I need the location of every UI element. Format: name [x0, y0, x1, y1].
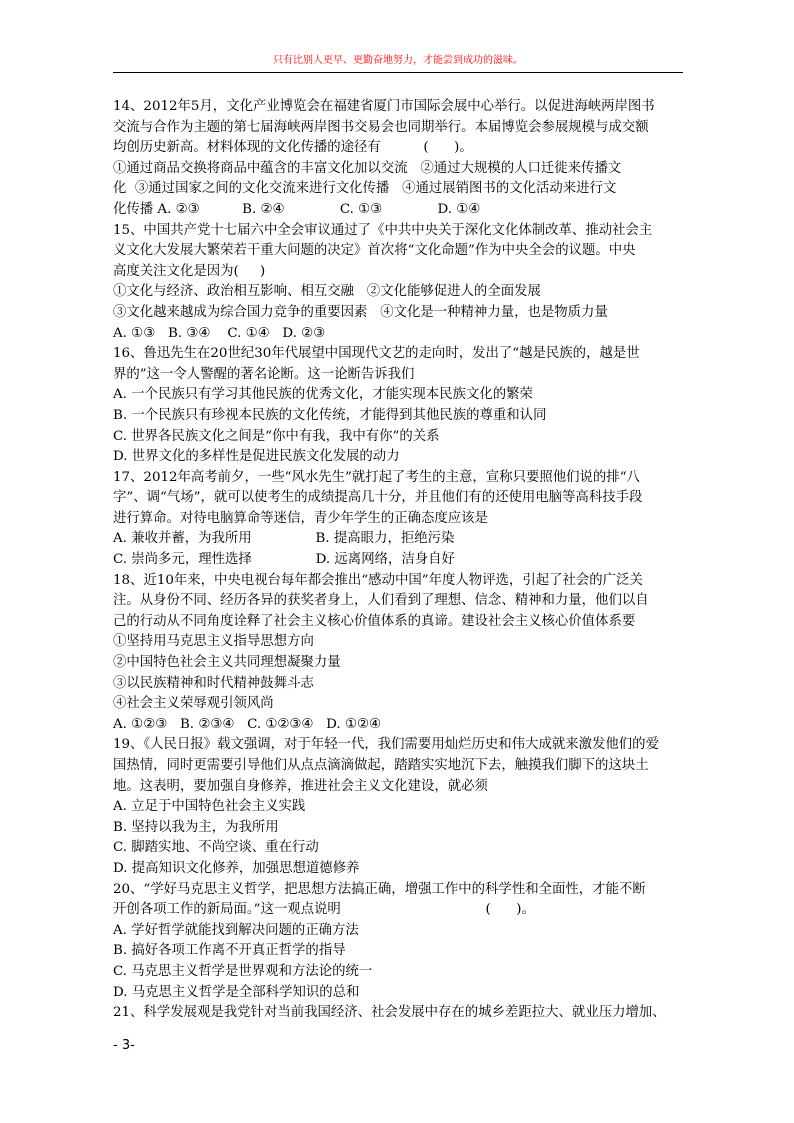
text-line: 化传播 A. ②③ B. ②④ C. ①③ D. ①④	[113, 201, 481, 217]
text-line: 国热情，同时更需要引导他们从点点滴滴做起，踏踏实实地沉下去，触摸我们脚下的这块土	[113, 758, 649, 773]
text-line: 进行算命。对待电脑算命等迷信，青少年学生的正确态度应该是	[113, 510, 488, 526]
text-line: B. 坚持以我为主，为我所用	[113, 819, 279, 835]
text-line: C. 脚踏实地、不尚空谈、重在行动	[113, 840, 319, 856]
text-line: 高度关注文化是因为( )	[113, 263, 266, 279]
text-line: 己的行动从不同角度诠释了社会主义核心价值体系的真谛。建设社会主义核心价值体系要	[113, 613, 636, 629]
text-line: A. 兼收并蓄，为我所用 B. 提高眼力，拒绝污染	[113, 531, 455, 547]
text-line: B. 搞好各项工作离不开真正哲学的指导	[113, 943, 346, 959]
text-line: ①文化与经济、政治相互影响、相互交融 ②文化能够促进人的全面发展	[113, 284, 541, 300]
text-line: D. 世界文化的多样性是促进民族文化发展的动力	[113, 449, 400, 465]
text-line: ③以民族精神和时代精神鼓舞斗志	[113, 675, 314, 691]
text-line: 开创各项工作的新局面。”这一观点说明 ( )。	[113, 902, 535, 918]
text-line: C. 崇尚多元，理性选择 D. 远离网络，洁身自好	[113, 552, 455, 568]
text-line: 20、“学好马克思主义哲学，把思想方法搞正确，增强工作中的科学性和全面性，才能不断	[113, 881, 646, 897]
text-line: 字”、调“气场”，就可以使考生的成绩提高几十分，并且他们有的还使用电脑等高科技手段	[113, 490, 643, 506]
text-line: 界的”这一令人警醒的著名论断。这一论断告诉我们	[113, 366, 415, 382]
text-line: 15、中国共产党十七届六中全会审议通过了《中共中央关于深化文化体制改革、推动社会主	[113, 222, 653, 238]
text-line: 均创历史新高。材料体现的文化传播的途径有 ( )。	[113, 140, 473, 156]
text-line: 18、近10年来，中央电视台每年都会推出“感动中国”年度人物评选，引起了社会的广泛关	[113, 572, 643, 588]
text-line: ④社会主义荣辱观引领风尚	[113, 696, 274, 712]
header-divider	[113, 72, 683, 73]
text-line: A. ①②③ B. ②③④ C. ①②③④ D. ①②④	[113, 716, 381, 732]
text-line: 义文化大发展大繁荣若干重大问题的决定》首次将“文化命题”作为中央全会的议题。中央	[113, 243, 636, 259]
page-number: - 3-	[113, 1038, 135, 1053]
text-line: C. 世界各民族文化之间是“你中有我，我中有你”的关系	[113, 428, 440, 444]
text-line: D. 提高知识文化修养，加强思想道德修养	[113, 860, 360, 876]
text-line: ③文化越来越成为综合国力竞争的重要因素 ④文化是一种精神力量，也是物质力量	[113, 304, 608, 320]
page-header-motto: 只有比别人更早、更勤奋地努力，才能尝到成功的滋味。	[273, 55, 523, 66]
text-line: ①坚持用马克思主义指导思想方向	[113, 634, 314, 650]
text-line: A. ①③ B. ③④ C. ①④ D. ②③	[113, 325, 326, 341]
text-line: 化 ③通过国家之间的文化交流来进行文化传播 ④通过展销图书的文化活动来进行文	[113, 181, 617, 197]
text-line: ①通过商品交换将商品中蕴含的丰富文化加以交流 ②通过大规模的人口迁徙来传播文	[113, 160, 622, 176]
text-line: ②中国特色社会主义共同理想凝聚力量	[113, 655, 341, 671]
text-line: 14、2012年5月，文化产业博览会在福建省厦门市国际会展中心举行。以促进海峡两岸图书	[113, 99, 655, 114]
text-line: 交流与合作为主题的第七届海峡两岸图书交易会也同期举行。本届博览会参展规模与成交额	[113, 119, 649, 135]
text-line: 17、2012年高考前夕，一些“风水先生”就打起了考生的主意，宣称只要照他们说的排“八	[113, 469, 640, 485]
text-line: C. 马克思主义哲学是世界观和方法论的统一	[113, 963, 373, 979]
text-line: B. 一个民族只有珍视本民族的文化传统，才能得到其他民族的尊重和认同	[113, 407, 547, 423]
question-body	[113, 97, 685, 1024]
text-line: 21、科学发展观是我党针对当前我国经济、社会发展中存在的城乡差距拉大、就业压力增加、	[113, 1005, 666, 1021]
text-line: 19、《人民日报》载文强调，对于年轻一代，我们需要用灿烂历史和伟大成就来激发他们的爱	[113, 737, 659, 753]
text-line: A. 立足于中国特色社会主义实践	[113, 799, 306, 815]
text-line: A. 一个民族只有学习其他民族的优秀文化，才能实现本民族文化的繁荣	[113, 387, 533, 403]
text-line: D. 马克思主义哲学是全部科学知识的总和	[113, 984, 360, 1000]
text-line: 16、鲁迅先生在20世纪30年代展望中国现代文艺的走向时，发出了“越是民族的，越是世	[113, 346, 640, 362]
text-line: A. 学好哲学就能找到解决问题的正确方法	[113, 922, 359, 938]
text-line: 注。从身份不同、经历各异的获奖者身上，人们看到了理想、信念、精神和力量，他们以自	[113, 593, 649, 609]
text-line: 地。这表明，要加强自身修养，推进社会主义文化建设，就必须	[113, 778, 488, 794]
